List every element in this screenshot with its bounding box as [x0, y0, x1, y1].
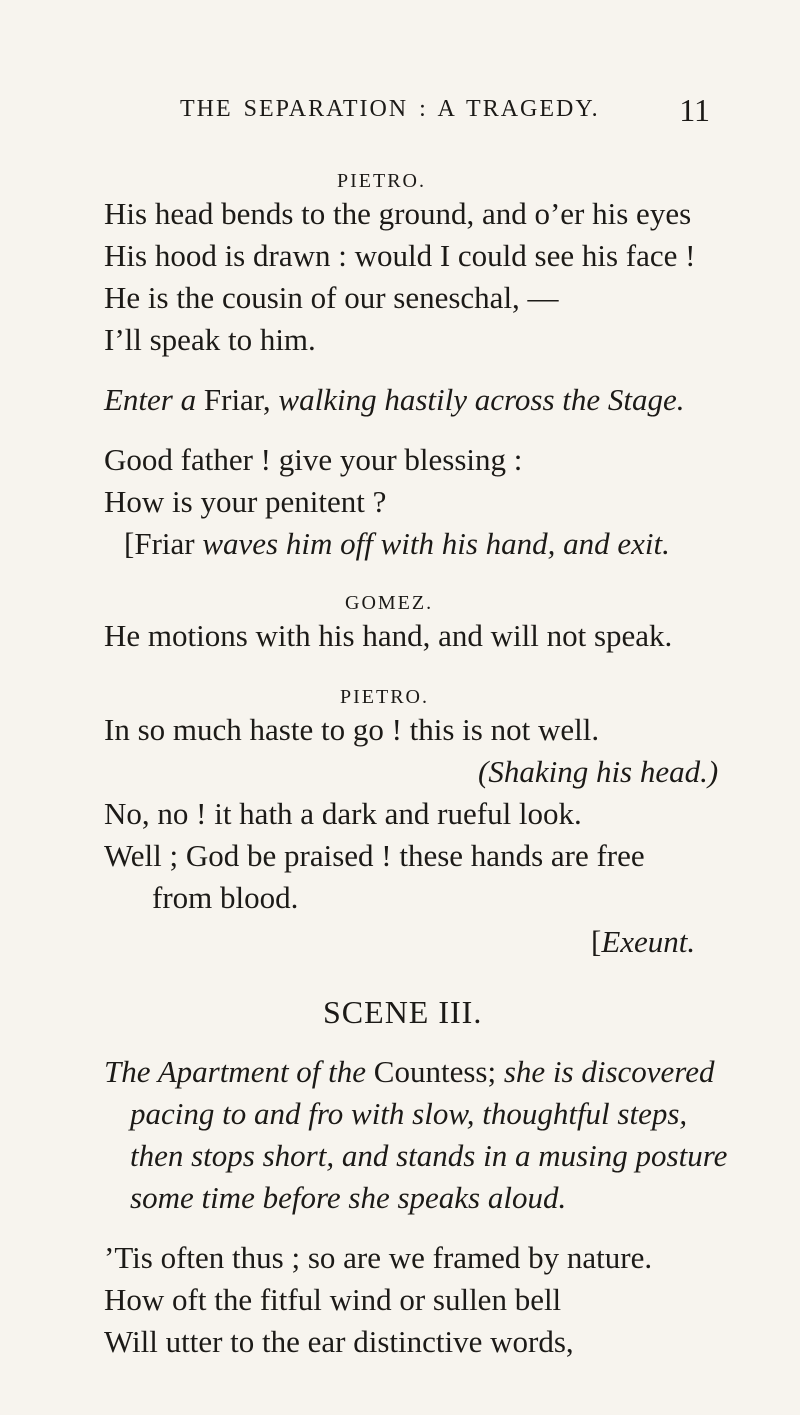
stage-direction-scene-line: then stops short, and stands in a musing posture — [130, 1138, 728, 1173]
verse-line: ’Tis often thus ; so are we framed by nature. — [104, 1240, 653, 1275]
stage-direction-italic: Exeunt. — [601, 924, 696, 959]
scene-heading: SCENE III. — [323, 994, 483, 1030]
verse-line: No, no ! it hath a dark and rueful look. — [104, 796, 582, 831]
bracket: [ — [591, 924, 602, 959]
verse-line: Will utter to the ear distinctive words, — [104, 1324, 574, 1359]
page-number: 11 — [679, 92, 710, 128]
character-name: Friar, — [203, 382, 271, 417]
stage-direction-italic: waves him off with his hand, and exit. — [202, 526, 670, 561]
stage-direction-shaking: (Shaking his head.) — [478, 754, 719, 789]
stage-direction-friar — [124, 526, 670, 562]
stage-direction-scene-line: some time before she speaks aloud. — [130, 1180, 567, 1215]
verse-line: Well ; God be praised ! these hands are free — [104, 838, 645, 873]
verse-line: How oft the fitful wind or sullen bell — [104, 1282, 562, 1317]
page-header — [180, 92, 710, 132]
bracket: [ — [124, 526, 135, 561]
stage-direction-italic: Enter a — [104, 382, 197, 417]
verse-line: In so much haste to go ! this is not well. — [104, 712, 600, 747]
stage-direction-scene — [104, 1054, 714, 1090]
stage-direction-italic: she is discovered — [503, 1054, 715, 1089]
verse-line: He motions with his hand, and will not speak. — [104, 618, 673, 653]
verse-line: His head bends to the ground, and o’er his eyes — [104, 196, 692, 231]
verse-line: Good father ! give your blessing : — [104, 442, 523, 477]
verse-line-continuation: from blood. — [152, 880, 299, 915]
speaker-gomez: GOMEZ. — [345, 592, 434, 614]
stage-direction-enter — [104, 382, 685, 418]
verse-line: I’ll speak to him. — [104, 322, 316, 357]
character-name: Countess; — [373, 1054, 497, 1089]
verse-line: His hood is drawn : would I could see his face ! — [104, 238, 696, 273]
stage-direction-italic: The Apartment of the — [104, 1054, 367, 1089]
speaker-pietro: PIETRO. — [340, 686, 429, 708]
stage-direction-scene-line: pacing to and fro with slow, thoughtful steps, — [130, 1096, 688, 1131]
verse-line: How is your penitent ? — [104, 484, 387, 519]
stage-direction-italic: walking hastily across the Stage. — [278, 382, 685, 417]
stage-direction-exeunt — [591, 924, 695, 960]
speaker-pietro: PIETRO. — [337, 170, 426, 192]
character-name: Friar — [134, 526, 195, 561]
running-title: THE SEPARATION : A TRAGEDY. — [180, 96, 600, 122]
verse-line: He is the cousin of our seneschal, — — [104, 280, 559, 315]
